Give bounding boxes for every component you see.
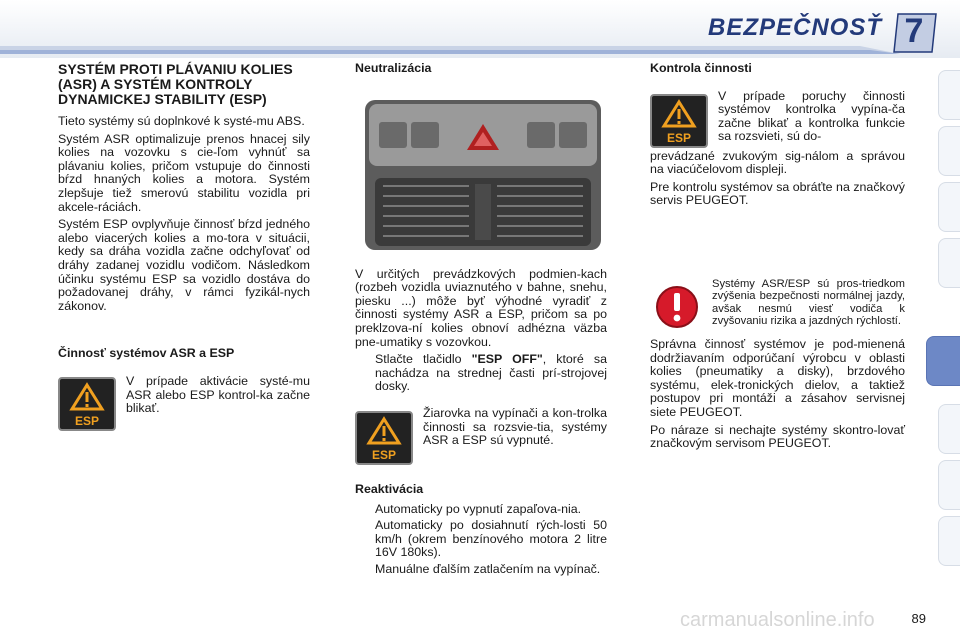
list-item [355,353,607,394]
paragraph: Systém ESP ovplyvňuje činnosť bŕzd jedného alebo viacerých kolies a mo-tora v situácii, kedy sa dráha vozidla začne odchyľovať od dráhy zadanej vozidlu vodičom. Následkom účinku systému ESP sa vozidlo dostáva do požadovanej dráhy, v rámci fyzikál-nych zákonov. [58,217,310,313]
pointer-icon [355,353,375,394]
esp-warning-icon [355,411,413,465]
section-title: SYSTÉM PROTI PLÁVANIU KOLIES (ASR) A SYSTÉM KONTROLY DYNAMICKEJ STABILITY (ESP) [58,61,293,107]
pointer-icon [355,519,375,560]
paragraph: V určitých prevádzkových podmien-kach (rozbeh vozidla uviaznutého v bahne, snehu, piesku ...) môže byť výhodné vyradiť z činnosti systémy ASR a ESP, pričom sa po preklzova-ní kolies obnoví adhézna väzba pne-umatiky s vozovkou. [355,266,607,349]
bullet-text: Stlačte tlačidlo [375,352,472,367]
paragraph: Tieto systémy sú doplnkové k systé-mu ABS. [58,114,305,128]
list-item [355,563,607,577]
svg-text:ESP: ESP [666,130,692,145]
bullet-text: , ktoré sa nachádza na strednej časti prí-strojovej dosky. [375,352,607,394]
side-tab[interactable] [938,460,960,510]
esp-warning-icon [650,94,708,148]
bullet-text: Manuálne ďalším zatlačením na vypínač. [375,561,601,576]
svg-text:ESP: ESP [74,413,100,428]
column-2 [355,62,607,580]
paragraph: Po náraze si nechajte systémy skontro-lovať značkovým servisom PEUGEOT. [650,422,905,451]
pointer-icon [355,503,375,517]
subsection-heading: Kontrola činnosti [650,61,752,75]
side-tab[interactable] [938,126,960,176]
subsection-heading: Reaktivácia [355,481,424,496]
paragraph: Systém ASR optimalizuje prenos hnacej sily kolies na vozovku s cie-ľom vyhnúť sa plávaniu kolies, pričom vstupuje do činnosti bŕzd hnaných kolies a motora. Systém zlepšuje tiež smerovú stabilitu vozidla pri akcele-ráciách. [58,131,310,214]
side-tab[interactable] [938,404,960,454]
esp-off-label: "ESP OFF" [471,352,543,367]
paragraph: Pre kontrolu systémov sa obráťte na značkový servis PEUGEOT. [650,179,905,208]
subsection-heading: Činnosť systémov ASR a ESP [58,346,235,361]
bullet-text: Automaticky po dosiahnutí rých-losti 50 km/h (okrem benzínového motora 2 litre 16V 180ks). [375,518,607,560]
side-tab-active[interactable] [926,336,960,386]
side-tab[interactable] [938,516,960,566]
dashboard-image [359,94,607,254]
chapter-number: 7 [904,12,924,50]
pointer-icon [355,563,375,577]
side-tab[interactable] [938,182,960,232]
paragraph: V prípade poruchy činnosti systémov kontrolka vypína-ča začne blikať a kontrolka funkcie sa rozsvieti, sú do- [718,88,905,144]
safety-note: Systémy ASR/ESP sú pros-triedkom zvýšenia bezpečnosti normálnej jazdy, avšak nesmú viesť vodiča k zvyšovaniu rizika a jazdných rýchlostí. [712,277,905,328]
paragraph: Správna činnosť systémov je pod-mienená dodržiavaním odporúčaní výrobcu v oblasti kolies (pneumatiky a disky), brzdového systému, elek-tronických dielov, a taktiež postupov pri montáži a zásahov servisnej siete PEUGEOT. [650,336,905,419]
column-3 [650,62,905,455]
side-tab[interactable] [938,238,960,288]
side-tabs [932,70,960,570]
paragraph: prevádzané zvukovým sig-nálom a správou na viacúčelovom displeji. [650,148,905,177]
bullet-text: Automaticky po vypnutí zapaľova-nia. [375,501,582,516]
page-title: BEZPEČNOSŤ [707,14,882,41]
list-item [355,503,607,517]
header-stripe [0,44,900,54]
side-tab[interactable] [938,70,960,120]
esp-warning-icon [58,377,116,431]
svg-text:ESP: ESP [371,447,397,462]
exclamation-icon [652,282,702,332]
watermark: carmanualsonline.info [680,609,875,631]
subsection-heading: Neutralizácia [355,61,432,75]
list-item [355,519,607,560]
column-1 [58,62,310,433]
page-number: 89 [911,611,926,626]
paragraph: Žiarovka na vypínači a kon-trolka činnosti sa rozsvie-tia, systémy ASR a ESP sú vypnuté. [423,405,607,448]
paragraph: V prípade aktivácie systé-mu ASR alebo ESP kontrol-ka začne blikať. [126,373,310,416]
